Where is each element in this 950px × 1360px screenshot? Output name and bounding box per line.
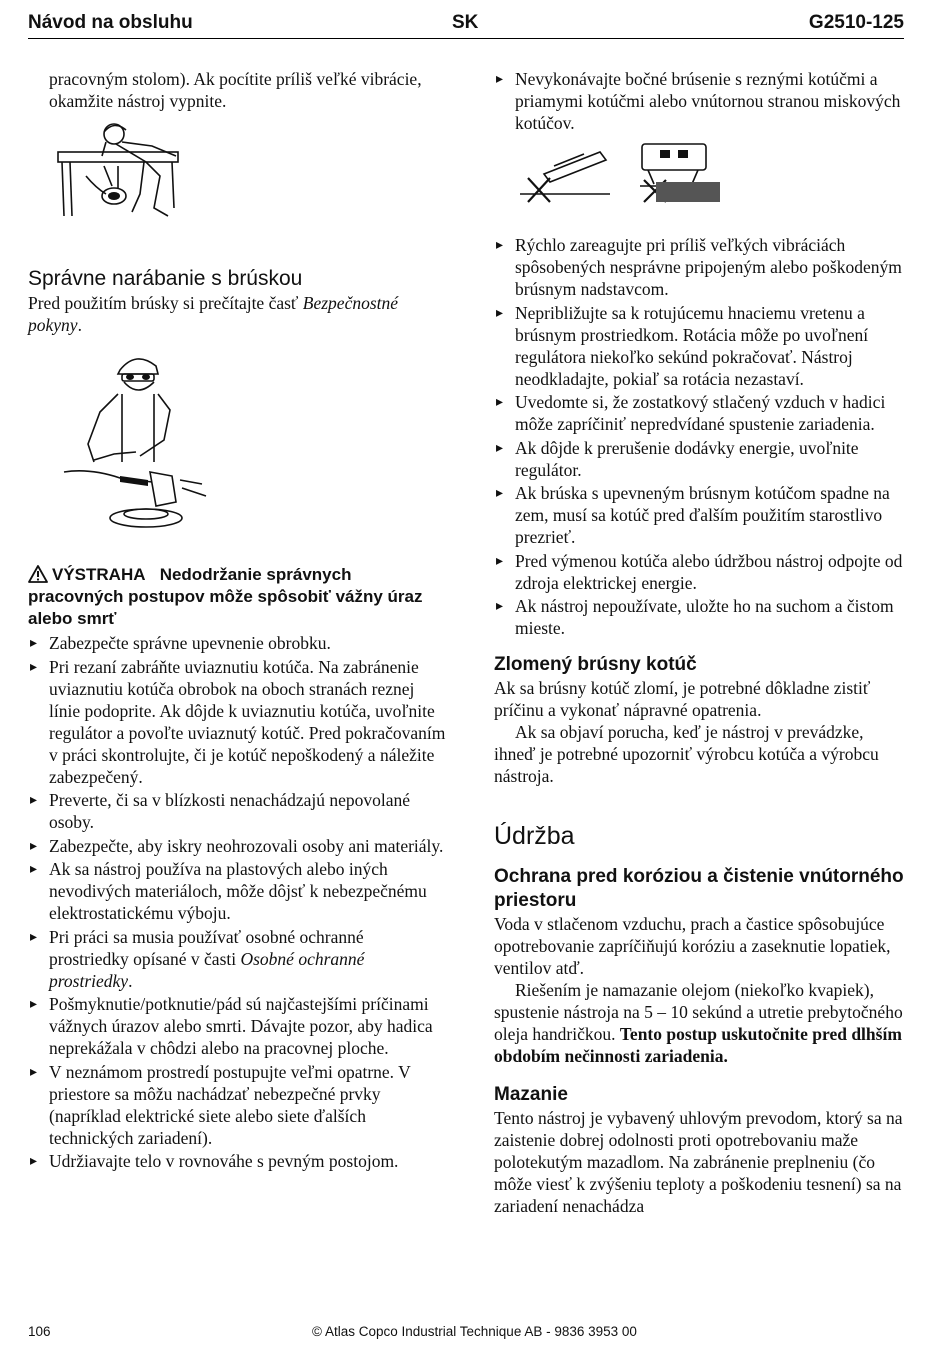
broken-disc-p1: Ak sa brúsny kotúč zlomí, je potrebné dôkladne zistiť príčinu a vykonať nápravné opatrenia. bbox=[494, 678, 871, 720]
page-number: 106 bbox=[28, 1324, 51, 1339]
list-item bbox=[28, 926, 446, 992]
prohibited-side-grinding-illustration bbox=[514, 140, 724, 206]
list-item: ▸ Preverte, či sa v blízkosti nenachádzajú nepovolané osoby. bbox=[28, 789, 446, 833]
list-item: ▸ V neznámom prostredí postupujte veľmi opatrne. V priestore sa môžu nachádzať nebezpečné prvky (napríklad elektrické siete alebo siete ďalších technických zariadení). bbox=[28, 1061, 446, 1149]
list-item: ▸ Zabezpečte, aby iskry neohrozovali osoby ani materiály. bbox=[28, 835, 446, 857]
list-item: ▸ Pošmyknutie/potknutie/pád sú najčastejšími príčinami vážnych úrazov alebo smrti. Dávajte pozor, aby hadica neprekážala v chôdzi alebo na pracovnej ploche. bbox=[28, 993, 446, 1059]
list-item: ▸ Nevykonávajte bočné brúsenie s reznými kotúčmi a priamymi kotúčmi alebo vnútornou stranou miskových kotúčov. bbox=[494, 68, 906, 134]
list-item: ▸ Ak sa nástroj používa na plastových alebo iných nevodivých materiáloch, môže dôjsť k nebezpečnému elektrostatickému výboju. bbox=[28, 858, 446, 924]
handling-text bbox=[28, 292, 446, 336]
broken-disc-title: Zlomený brúsny kotúč bbox=[494, 654, 697, 675]
handling-title: Správne narábanie s brúskou bbox=[28, 267, 303, 290]
safety-bullet-list bbox=[28, 632, 446, 1172]
header-model: G2510-125 bbox=[808, 12, 904, 33]
corrosion-p2-emphasis: Tento postup uskutočnite pred dlhším obdobím nečinnosti zariadenia. bbox=[494, 1024, 902, 1066]
list-item: ▸ Udržiavajte telo v rovnováhe s pevným postojom. bbox=[28, 1150, 446, 1172]
broken-disc-p2: Ak sa objaví porucha, keď je nástroj v prevádzke, ihneď je potrebné upozorniť výrobcu kotúča a výrobcu nástroja. bbox=[494, 722, 879, 786]
right-top bbox=[494, 68, 906, 136]
list-item: ▸ Nepribližujte sa k rotujúcemu hnaciemu vretenu a brúsnym prostriedkom. Rotácia môže po uvoľnení regulátora niekoľko sekúnd pokračovať. Nástroj neodkladajte, pokiaľ sa rotácia nezastaví. bbox=[494, 302, 908, 390]
safety-bullet-list-right bbox=[494, 234, 908, 639]
ppe-text: Pri práci sa musia používať osobné ochranné prostriedky opísané v časti bbox=[49, 926, 364, 969]
operator-with-grinder-illustration bbox=[60, 352, 210, 536]
ppe-text-end: . bbox=[128, 970, 133, 991]
header-manual-title: Návod na obsluhu bbox=[28, 12, 193, 33]
warning-text: Nedodržanie správnych pracovných postupov môže spôsobiť vážny úraz alebo smrť bbox=[28, 565, 423, 628]
corrosion-title: Ochrana pred koróziou a čistenie vnútorného priestoru bbox=[494, 866, 904, 911]
intro-text: pracovným stolom). Ak pocítite príliš veľké vibrácie, okamžite nástroj vypnite. bbox=[49, 69, 422, 111]
header-language: SK bbox=[452, 12, 479, 33]
page-header bbox=[28, 10, 904, 39]
left-intro bbox=[28, 68, 428, 112]
maintenance-title: Údržba bbox=[494, 822, 575, 850]
list-item: ▸ Pri rezaní zabráňte uviaznutiu kotúča. Na zabránenie uviaznutiu kotúča obrobok na oboch stranách reznej línie podoprite. Ak dôjde k uviaznutiu kotúča, uvoľnite regulátor a povoľte uviaznutý kotúč. Pred pokračovaním v práci skontrolujte, či je kotúč nepoškodený a náležite zabezpečený. bbox=[28, 656, 446, 788]
handling-text-part: Pred použitím brúsky si prečítajte časť bbox=[28, 293, 303, 313]
list-item: ▸ Pred výmenou kotúča alebo údržbou nástroj odpojte od zdroja elektrickej energie. bbox=[494, 550, 908, 594]
list-item: ▸ Ak dôjde k prerušenie dodávky energie, uvoľnite regulátor. bbox=[494, 437, 908, 481]
lubrication-title: Mazanie bbox=[494, 1084, 568, 1105]
corrosion-p2 bbox=[494, 979, 908, 1067]
side-grinding-bullet bbox=[494, 68, 906, 134]
list-item: ▸ Ak brúska s upevneným brúsnym kotúčom spadne na zem, musí sa kotúč pred ďalším použitím starostlivo prezrieť. bbox=[494, 482, 908, 548]
corrosion-p1: Voda v stlačenom vzduchu, prach a častice spôsobujúce opotrebovanie zapríčiňujú koróziu a zaseknutie lopatiek, ventilov atď. bbox=[494, 914, 891, 978]
lubrication-text: Tento nástroj je vybavený uhlovým prevodom, ktorý sa na zaistenie dobrej odolnosti proti opotrebovaniu maže polotekutým mazadlom. Na zabránenie preplneniu (čo môže viesť k zvýšeniu teploty a poškodeniu tesnení) sa na zariadení nenachádza bbox=[494, 1108, 903, 1216]
warning-triangle-icon bbox=[28, 565, 48, 583]
ppe-link[interactable]: Osobné ochranné prostriedky bbox=[49, 948, 365, 991]
bench-grinding-illustration bbox=[56, 116, 196, 220]
warning-section bbox=[28, 564, 446, 1174]
handling-section bbox=[28, 266, 446, 336]
list-item: ▸ Rýchlo zareagujte pri príliš veľkých vibráciách spôsobených nesprávne pripojeným alebo poškodeným brúsnym nadstavcom. bbox=[494, 234, 908, 300]
list-item: ▸ Uvedomte si, že zostatkový stlačený vzduch v hadici môže zapríčiniť nepredvídané spustenie zariadenia. bbox=[494, 391, 908, 435]
right-bullets bbox=[494, 234, 908, 1217]
warning-label: VÝSTRAHA bbox=[52, 565, 146, 584]
handling-text-end: . bbox=[77, 315, 82, 335]
copyright-text: © Atlas Copco Industrial Technique AB - 9836 3953 00 bbox=[312, 1324, 637, 1339]
list-item: ▸ Ak nástroj nepoužívate, uložte ho na suchom a čistom mieste. bbox=[494, 595, 908, 639]
list-item: ▸ Zabezpečte správne upevnenie obrobku. bbox=[28, 632, 446, 654]
safety-instructions-link[interactable]: Bezpečnostné pokyny bbox=[28, 293, 399, 335]
corrosion-p2-text: Riešením je namazanie olejom (niekoľko kvapiek), spustenie nástroja na 5 – 10 sekúnd a utretie prebytočného oleja handričkou. bbox=[494, 980, 903, 1044]
warning-heading bbox=[28, 564, 446, 630]
